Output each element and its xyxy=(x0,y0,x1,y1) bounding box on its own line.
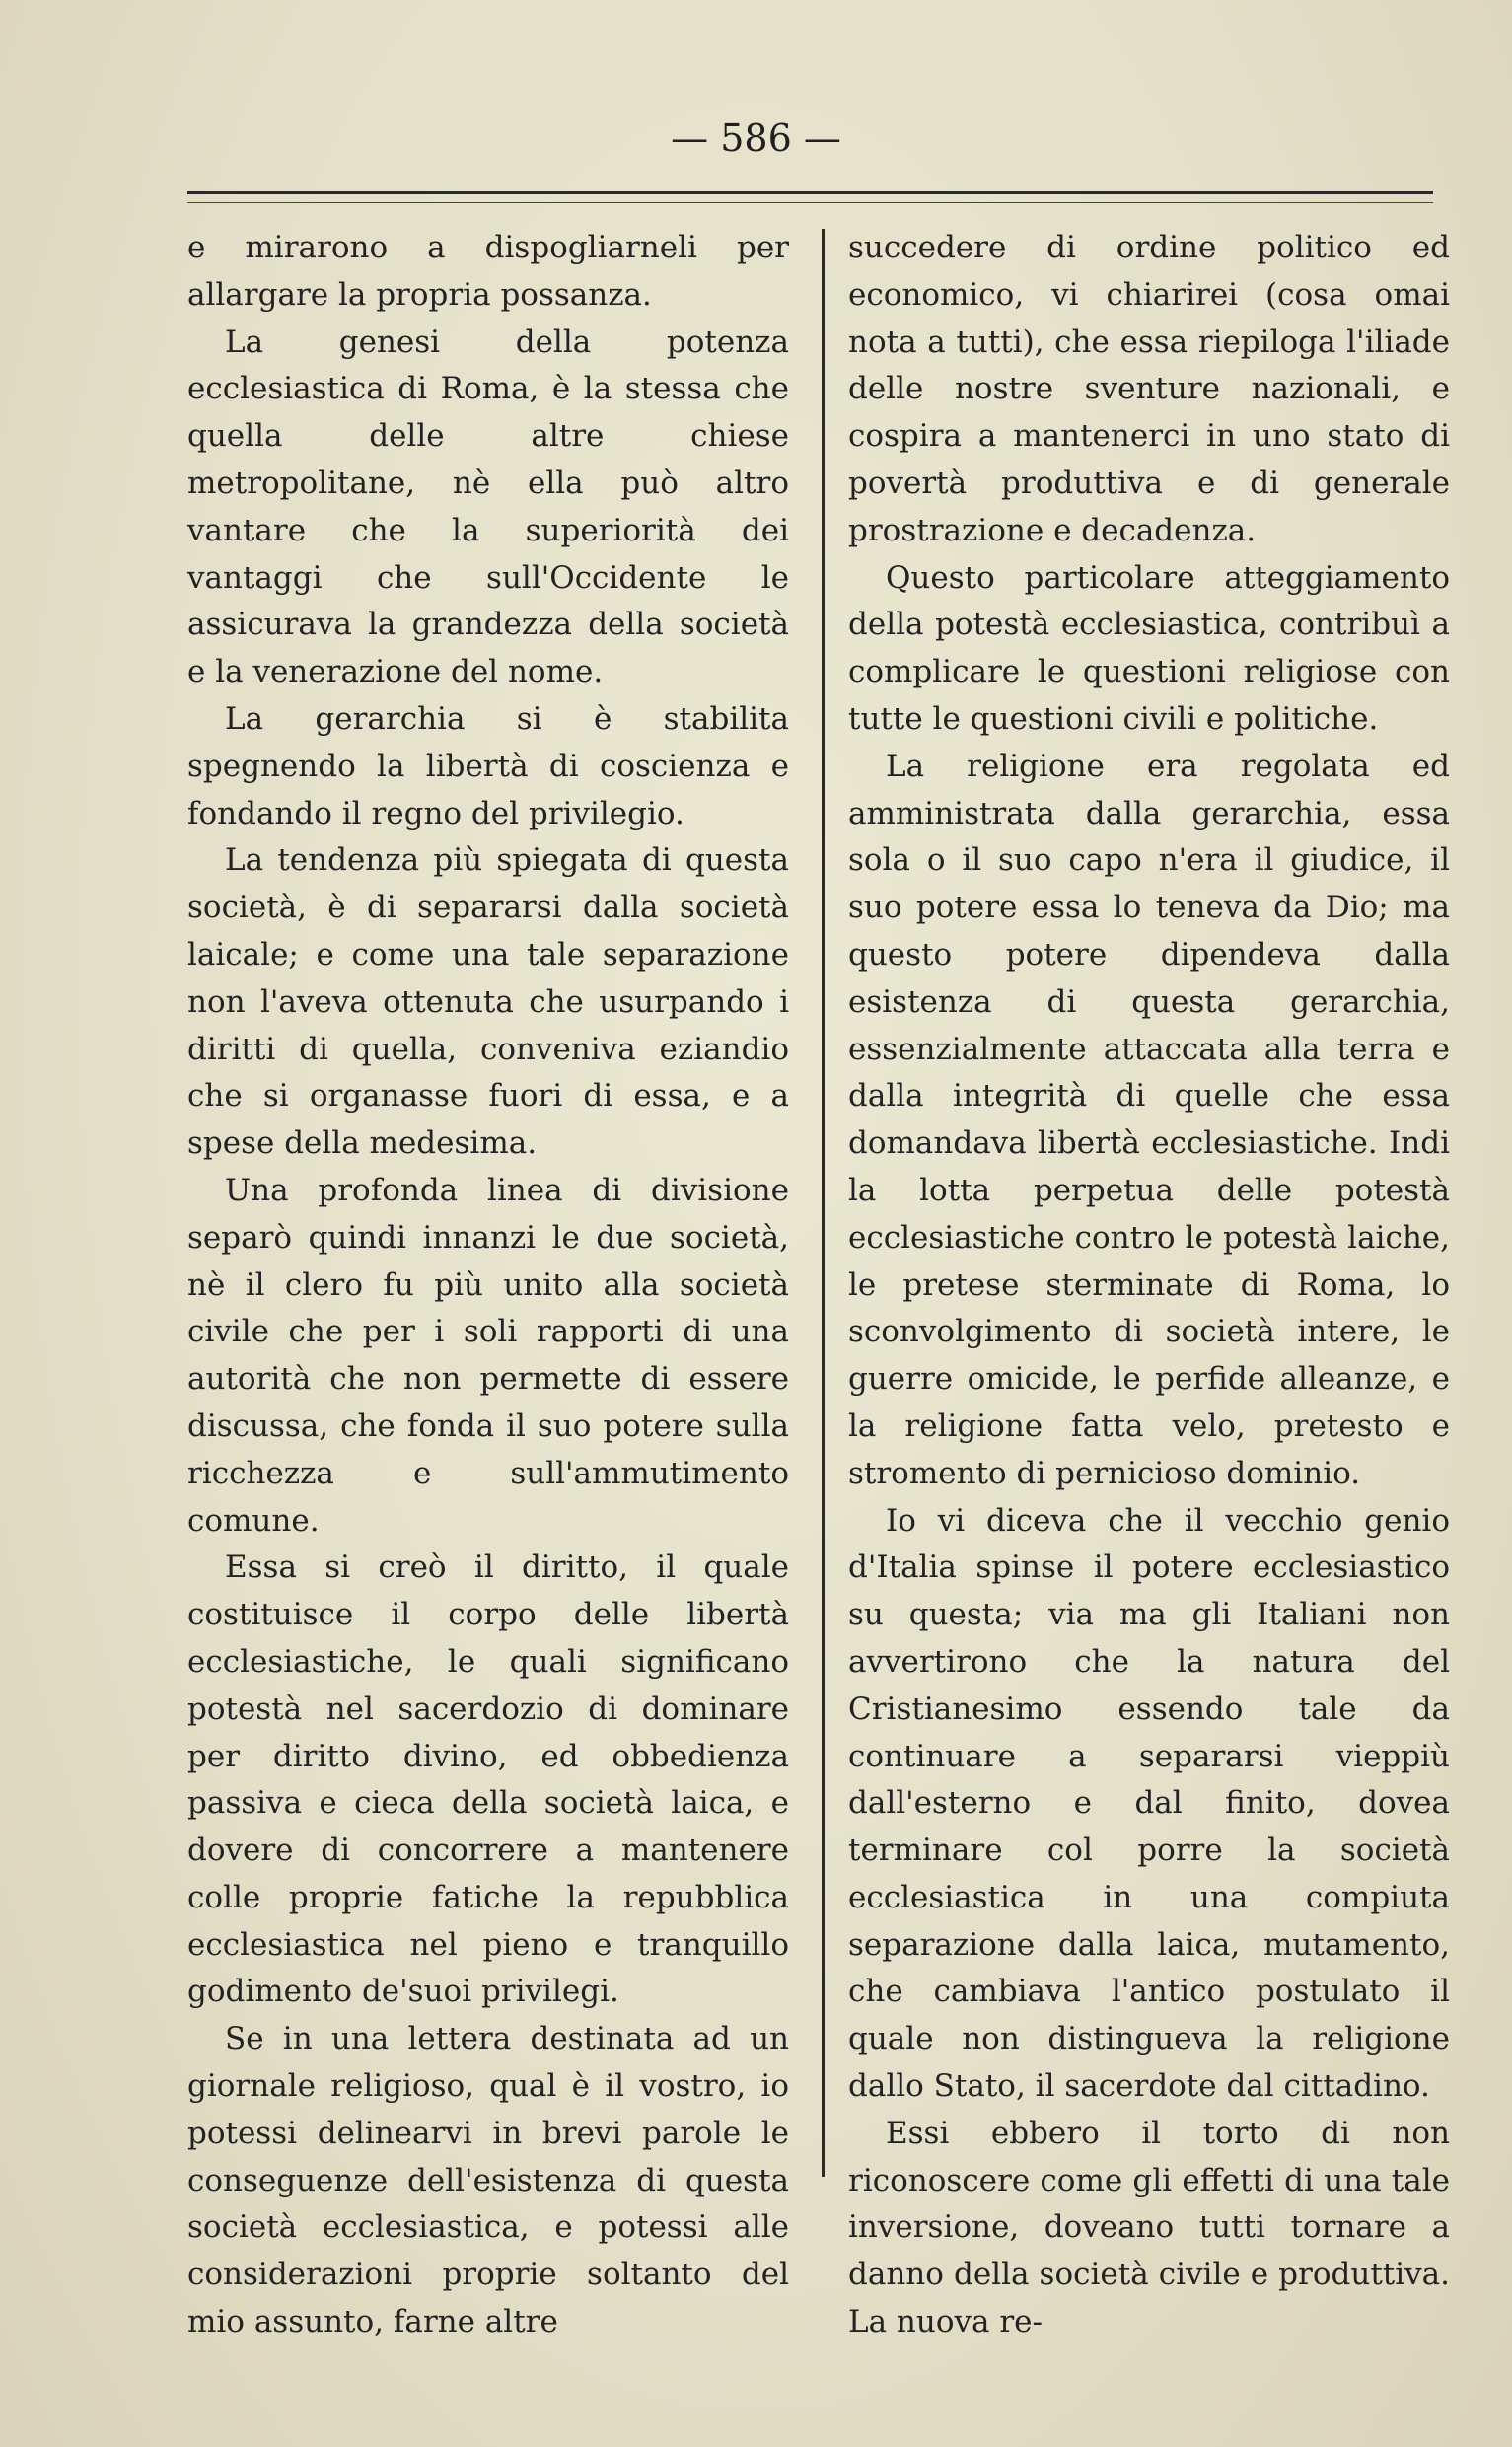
right-column xyxy=(848,225,1450,2346)
page-number: — 586 — xyxy=(671,116,841,160)
paragraph: La genesi della potenza ecclesiastica di Roma, è la stessa che quella delle altre chiese metropolitane, nè ella può altro vantare che la superiorità dei vantaggi che sull'Occidente le assicurava la grandezza della società e la venerazione del nome. xyxy=(187,324,789,690)
paragraph: Essa si creò il diritto, il quale costituisce il corpo delle libertà ecclesiastiche, le quali significano potestà nel sacerdozio di dominare per diritto divino, ed obbedienza passiva e cieca della società laica, e dovere di concorrere a mantenere colle proprie fatiche la repubblica ecclesiastica nel pieno e tranquillo godimento de'suoi privilegi. xyxy=(187,1549,789,2010)
paragraph: Io vi diceva che il vecchio genio d'Italia spinse il potere ecclesiastico su questa; via ma gli Italiani non avvertirono che la natura del Cristianesimo essendo tale da continuare a separarsi vieppiù dall'esterno e dal finito, dovea terminare col porre la società ecclesiastica in una compiuta separazione dalla laica, mutamento, che cambiava l'antico postulato il quale non distingueva la religione dallo Stato, il sacerdote dal cittadino. xyxy=(848,1502,1450,2105)
paragraph: Se in una lettera destinata ad un giornale religioso, qual è il vostro, io potessi delinearvi in brevi parole le conseguenze dell'esistenza di questa società ecclesiastica, e potessi alle considerazioni proprie soltanto del mio assunto, farne altre xyxy=(187,2021,789,2340)
paragraph: succedere di ordine politico ed economico, vi chiarirei (cosa omai nota a tutti), che essa riepiloga l'iliade delle nostre sventure nazionali, e cospira a mantenerci in uno stato di povertà produttiva e di generale prostrazione e decadenza. xyxy=(848,230,1450,548)
paragraph: La tendenza più spiegata di questa società, è di separarsi dalla società laicale; e come una tale separazione non l'aveva ottenuta che usurpando i diritti di quella, conveniva eziandio che si organasse fuori di essa, e a spese della medesima. xyxy=(187,842,789,1162)
paragraph: La religione era regolata ed amministrata dalla gerarchia, essa sola o il suo capo n'era il giudice, il suo potere essa lo teneva da Dio; ma questo potere dipendeva dalla esistenza di questa gerarchia, essenzialmente attaccata alla terra e dalla integrità di quelle che essa domandava libertà ecclesiastiche. Indi la lotta perpetua delle potestà ecclesiastiche contro le potestà laiche, le pretese sterminate di Roma, lo sconvolgimento di società intere, le guerre omicide, le perfide alleanze, e la religione fatta velo, pretesto e stromento di pernicioso dominio. xyxy=(848,748,1450,1491)
paragraph: Questo particolare atteggiamento della potestà ecclesiastica, contribuì a complicare le questioni religiose con tutte le questioni civili e politiche. xyxy=(848,559,1450,737)
paragraph: Una profonda linea di divisione separò quindi innanzi le due società, nè il clero fu più unito alla società civile che per i soli rapporti di una autorità che non permette di essere discussa, che fonda il suo potere sulla ricchezza e sull'ammutimento comune. xyxy=(187,1172,789,1539)
paragraph: Essi ebbero il torto di non riconoscere come gli effetti di una tale inversione, doveano tutti tornare a danno della società civile e produttiva. La nuova re- xyxy=(848,2115,1450,2340)
column-divider xyxy=(822,229,825,2177)
header-rule xyxy=(187,191,1433,203)
paragraph: La gerarchia si è stabilita spegnendo la libertà di coscienza e fondando il regno del privilegio. xyxy=(187,700,789,831)
paragraph: e mirarono a dispogliarneli per allargare la propria possanza. xyxy=(187,230,789,313)
left-column xyxy=(187,225,789,2346)
